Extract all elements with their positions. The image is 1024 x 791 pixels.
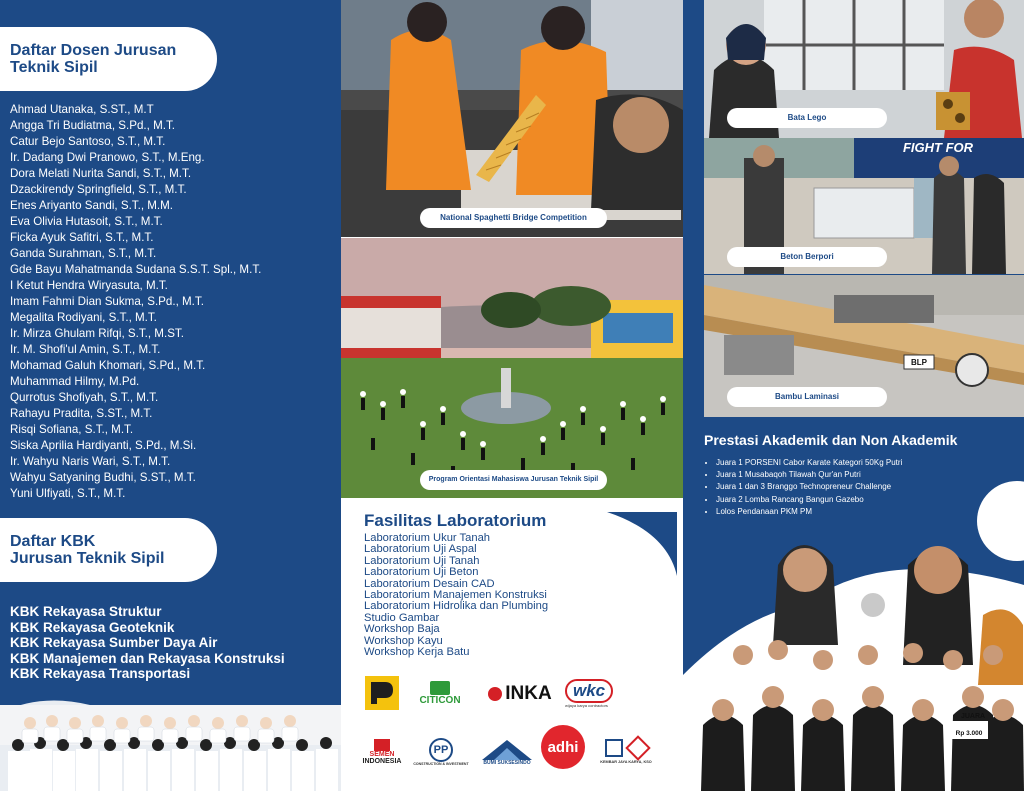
bridge-competition-photo bbox=[341, 0, 683, 237]
pp-logo bbox=[411, 734, 471, 770]
list-item: Ir. M. Shofi'ul Amin, S.T., M.T. bbox=[10, 343, 161, 356]
semen-indonesia-logo bbox=[359, 734, 405, 770]
semen-label-1: SEMEN bbox=[369, 751, 395, 758]
bumi-label: BUMI SUKSESINDO bbox=[483, 760, 531, 766]
citicon-label: CITICON bbox=[419, 694, 461, 706]
middle-panel bbox=[341, 0, 683, 791]
list-item: Laboratorium Uji Tanah bbox=[364, 554, 480, 567]
kbk-heading bbox=[0, 518, 217, 582]
kjk-logo bbox=[591, 732, 661, 770]
list-item: Wahyu Satyaning Budhi, S.ST., M.T. bbox=[10, 471, 196, 484]
lab-section-title: Fasilitas Laboratorium bbox=[364, 511, 547, 530]
juara-text: JUARA bbox=[960, 713, 986, 720]
right-panel bbox=[683, 0, 1024, 791]
list-item: • Juara 1 Musabaqoh Tilawah Qur'an Putri bbox=[716, 469, 902, 481]
adhi-logo bbox=[541, 725, 585, 769]
dosen-list bbox=[10, 102, 261, 502]
lab-list bbox=[364, 533, 548, 658]
pp-sub-label: CONSTRUCTION & INVESTMENT bbox=[413, 762, 469, 766]
list-item: Imam Fahmi Dian Sukma, S.Pd., M.T. bbox=[10, 295, 204, 308]
wkc-logo bbox=[565, 676, 647, 710]
bumi-suksesindo-logo bbox=[475, 734, 539, 770]
orientation-program-photo bbox=[341, 238, 683, 498]
wkc-label: wkc bbox=[565, 679, 613, 703]
list-item: Angga Tri Budiatma, S.Pd., M.T. bbox=[10, 119, 175, 132]
caption-orientation: Program Orientasi Mahasiswa Jurusan Teknik Sipil bbox=[420, 470, 607, 490]
list-item: Ir. Dadang Dwi Pranowo, S.T., M.Eng. bbox=[10, 151, 205, 164]
dosen-title-line2: Teknik Sipil bbox=[10, 59, 98, 76]
banner-text: FIGHT FOR bbox=[902, 140, 974, 155]
list-item: KBK Rekayasa Transportasi bbox=[10, 666, 191, 682]
list-item: KBK Manajemen dan Rekayasa Konstruksi bbox=[10, 650, 285, 666]
list-item: Muhammad Hilmy, M.Pd. bbox=[10, 375, 140, 388]
kjk-icon bbox=[605, 739, 647, 757]
list-item: Laboratorium Uji Aspal bbox=[364, 543, 477, 556]
inka-logo bbox=[481, 682, 559, 706]
list-item: KBK Rekayasa Sumber Daya Air bbox=[10, 635, 218, 651]
pupr-logo bbox=[365, 676, 399, 710]
list-item: Ficka Ayuk Safitri, S.T., M.T. bbox=[10, 231, 154, 244]
inka-mark-icon bbox=[488, 687, 502, 701]
list-item: • Lolos Pendanaan PKM PM bbox=[716, 506, 902, 518]
list-item: Ir. Mirza Ghulam Rifqi, S.T., M.ST. bbox=[10, 327, 184, 340]
list-item: Siska Aprilia Hardiyanti, S.Pd., M.Si. bbox=[10, 439, 197, 452]
list-item: Ir. Wahyu Naris Wari, S.T., M.T. bbox=[10, 455, 171, 468]
adhi-label: adhi bbox=[547, 738, 579, 756]
list-item: Laboratorium Uji Beton bbox=[364, 566, 479, 579]
achievement-students-photo bbox=[683, 525, 1024, 791]
list-item: Laboratorium Ukur Tanah bbox=[364, 532, 491, 544]
list-item: Laboratorium Hidrolika dan Plumbing bbox=[364, 600, 549, 613]
list-item: Studio Gambar bbox=[364, 611, 440, 624]
list-item: KBK Rekayasa Geoteknik bbox=[10, 619, 175, 635]
prestasi-list bbox=[708, 457, 902, 518]
dosen-title-line1: Daftar Dosen Jurusan bbox=[10, 42, 177, 59]
kbk-title-line2: Jurusan Teknik Sipil bbox=[10, 550, 165, 567]
prize-text: Rp 3.000 bbox=[955, 730, 983, 737]
list-item: Enes Ariyanto Sandi, S.T., M.M. bbox=[10, 199, 174, 212]
list-item: Catur Bejo Santoso, S.T., M.T. bbox=[10, 135, 166, 148]
list-item: Workshop Baja bbox=[364, 623, 440, 636]
list-item: • Juara 1 PORSENI Cabor Karate Kategori 50Kg Putri bbox=[716, 457, 902, 469]
list-item: Eva Olivia Hutasoit, S.T., M.T. bbox=[10, 215, 163, 228]
semen-icon bbox=[374, 739, 390, 751]
semen-label-2: INDONESIA bbox=[362, 758, 402, 765]
left-panel bbox=[0, 0, 341, 791]
caption-lego: Bata Lego bbox=[727, 108, 887, 128]
list-item: KBK Rekayasa Struktur bbox=[10, 604, 162, 619]
list-item: Laboratorium Manajemen Konstruksi bbox=[364, 589, 547, 602]
list-item: Dora Melati Nurita Sandi, S.T., M.T. bbox=[10, 167, 192, 180]
dosen-heading bbox=[0, 27, 217, 91]
list-item: Ahmad Utanaka, S.ST., M.T bbox=[10, 103, 154, 116]
list-item: Laboratorium Desain CAD bbox=[364, 577, 495, 590]
caption-bridge: National Spaghetti Bridge Competition bbox=[420, 208, 607, 228]
list-item: Dzackirendy Springfield, S.T., M.T. bbox=[10, 183, 187, 196]
inka-label: INKA bbox=[505, 683, 552, 704]
list-item: Megalita Rodiyani, S.T., M.T. bbox=[10, 311, 157, 324]
list-item: I Ketut Hendra Wiryasuta, M.T. bbox=[10, 279, 168, 292]
citicon-logo bbox=[411, 676, 469, 710]
caption-bambu: Bambu Laminasi bbox=[727, 387, 887, 407]
kjk-label: KEMBAR JAYA KARYA, KSO bbox=[600, 759, 652, 764]
list-item: Qurrotus Shofiyah, S.T., M.T. bbox=[10, 391, 159, 404]
list-item: Gde Bayu Mahatmanda Sudana S.S.T. Spl., M.T. bbox=[10, 263, 262, 276]
corner-decoration bbox=[607, 512, 677, 576]
list-item: Mohamad Galuh Khomari, S.Pd., M.T. bbox=[10, 359, 206, 372]
list-item: • Juara 1 dan 3 Branggo Technopreneur Challenge bbox=[716, 481, 902, 493]
list-item: Ganda Surahman, S.T., M.T. bbox=[10, 247, 157, 260]
gauge-label: BLP bbox=[911, 358, 927, 367]
list-item: Workshop Kerja Batu bbox=[364, 646, 470, 659]
faculty-group-photo bbox=[0, 693, 341, 791]
caption-beton: Beton Berpori bbox=[727, 247, 887, 267]
list-item: Rahayu Pradita, S.ST., M.T. bbox=[10, 407, 153, 420]
bumi-mountain-icon bbox=[482, 738, 532, 760]
citicon-icon bbox=[430, 681, 450, 695]
list-item: Yuni Ulfiyati, S.T., M.T. bbox=[10, 487, 126, 500]
kbk-list bbox=[10, 604, 285, 682]
list-item: Workshop Kayu bbox=[364, 634, 443, 647]
kbk-title-line1: Daftar KBK bbox=[10, 533, 96, 550]
prestasi-title: Prestasi Akademik dan Non Akademik bbox=[704, 432, 958, 448]
list-item: Risqi Sofiana, S.T., M.T. bbox=[10, 423, 134, 436]
pp-label: PP bbox=[429, 738, 453, 762]
list-item: • Juara 2 Lomba Rancang Bangun Gazebo bbox=[716, 494, 902, 506]
wkc-sub-label: wijaya karya contractors bbox=[565, 702, 608, 708]
